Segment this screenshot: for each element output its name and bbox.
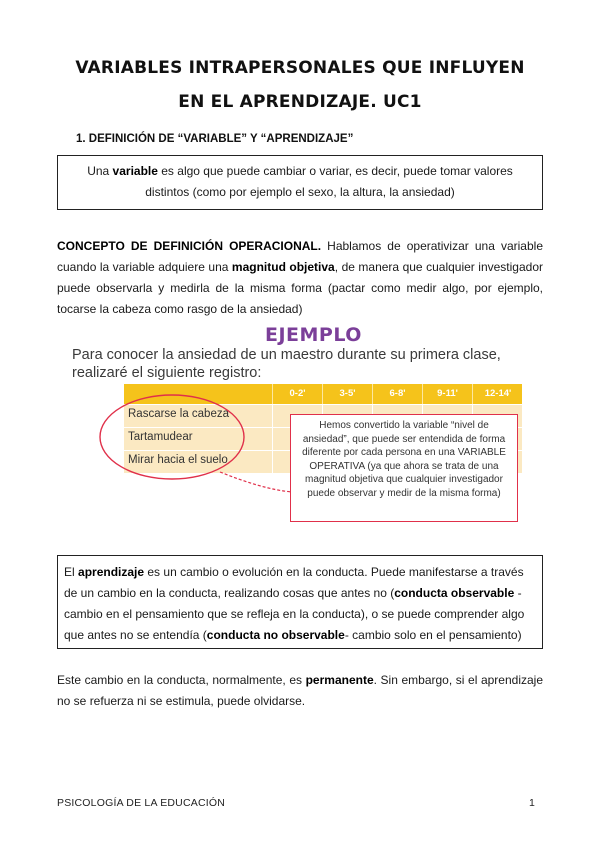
highlight-circle: [100, 395, 244, 479]
learning-text-1: es un cambio o evolución en la conducta. Puede manifestarse a través de un cambio en la conducta, realizando cosas que antes no (: [64, 565, 524, 600]
permanence-paragraph: [57, 670, 543, 712]
variable-definition-box: [57, 155, 543, 210]
operational-definition-lead: CONCEPTO DE DEFINICIÓN OPERACIONAL.: [57, 239, 322, 253]
table-header-cell: 0-2': [272, 384, 322, 404]
learning-pre: El: [64, 565, 79, 579]
document-title-line-2: EN EL APRENDIZAJE. UC1: [178, 92, 422, 112]
table-header-cell: 12-14': [472, 384, 523, 404]
learning-term: aprendizaje: [78, 565, 145, 579]
behavior-label: Rascarse la cabeza: [128, 408, 229, 420]
operational-variable-note: Hemos convertido la variable “nivel de ansiedad”, que puede ser entendida de forma diferente por cada persona en una VARIABLE OPERATIVA (ya que ahora se trata de una magnitud objetiva que cualquier investigador puede observar y medir de la misma forma): [290, 414, 518, 522]
variable-box-pre: Una: [87, 164, 113, 178]
variable-box-rest: es algo que puede cambiar o variar, es decir, puede tomar valores distintos (como por ejemplo el sexo, la altura, la ansiedad): [145, 164, 513, 199]
table-header-cell: 6-8': [372, 384, 422, 404]
permanence-text-2: . Sin embargo, si el aprendizaje no se refuerza ni se estimula, puede olvidarse.: [57, 673, 544, 708]
footer-page-number: 1: [529, 797, 535, 809]
document-title-line-1: VARIABLES INTRAPERSONALES QUE INFLUYEN: [75, 58, 525, 78]
objective-magnitude-term: magnitud objetiva: [231, 260, 335, 274]
observable-behavior-term: conducta observable: [394, 586, 515, 600]
unobservable-behavior-term: conducta no observable: [206, 628, 345, 642]
section-heading-definitions: 1. DEFINICIÓN DE “VARIABLE” Y “APRENDIZAJE”: [76, 133, 354, 145]
behavior-label: Tartamudear: [128, 431, 193, 443]
operational-text-1: Hablamos de operativizar una variable cuando la variable adquiere una: [57, 239, 543, 274]
table-header-cell: 9-11': [422, 384, 472, 404]
permanent-term: permanente: [305, 673, 374, 687]
operational-text-2: , de manera que cualquier investigador puede observarla y medirla de la misma forma (pactar como medir algo, por ejemplo, tocarse la cabeza como rasgo de la ansiedad): [57, 260, 543, 316]
example-title: EJEMPLO: [265, 324, 362, 346]
annotation-arrow-line: [220, 472, 292, 492]
variable-term: variable: [112, 164, 158, 178]
learning-text-2: - cambio en el pensamiento que se refleja en la conducta), o se puede comprender algo que antes no se entendía (: [64, 586, 525, 642]
footer-course-name: PSICOLOGÍA DE LA EDUCACIÓN: [57, 797, 225, 809]
learning-text-3: - cambio solo en el pensamiento): [344, 628, 522, 642]
operational-definition-paragraph: [57, 236, 543, 320]
learning-definition-box: [57, 555, 543, 649]
example-intro: Para conocer la ansiedad de un maestro durante su primera clase, realizaré el siguiente registro:: [72, 347, 501, 381]
table-header-cell: 3-5': [322, 384, 372, 404]
example-figure: [70, 322, 544, 530]
permanence-text-1: Este cambio en la conducta, normalmente, es: [57, 673, 306, 687]
behavior-label: Mirar hacia el suelo: [128, 454, 228, 466]
